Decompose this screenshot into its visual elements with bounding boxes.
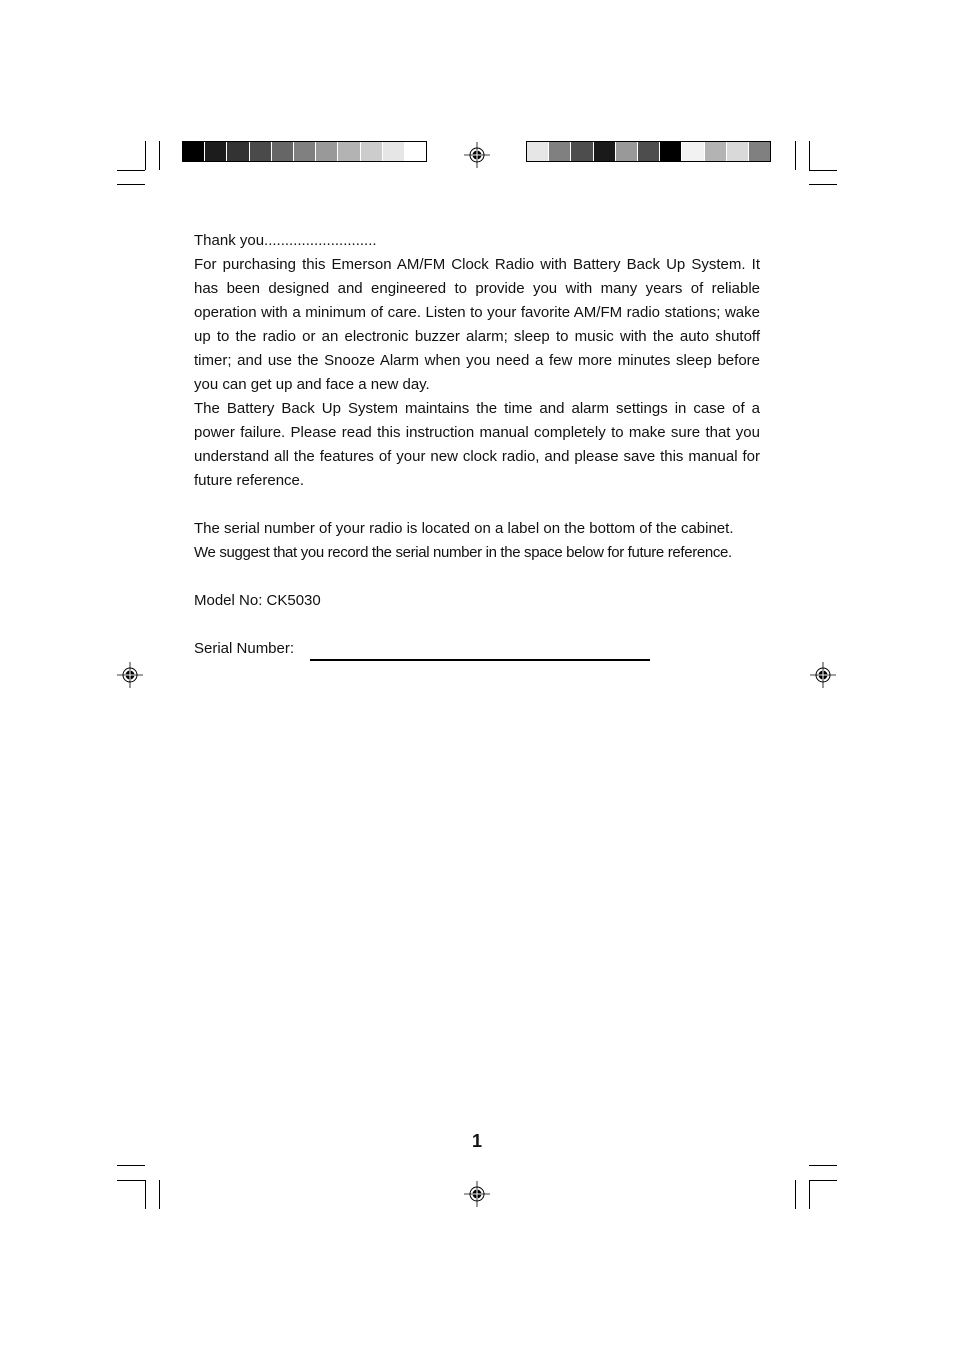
crop-mark-bottom-left-vertical-outer: [159, 1180, 160, 1209]
color-swatch: [638, 142, 660, 161]
color-swatch: [616, 142, 638, 161]
color-swatch: [227, 142, 249, 161]
color-swatch: [594, 142, 616, 161]
color-swatch: [338, 142, 360, 161]
color-swatch: [705, 142, 727, 161]
registration-mark-left-icon: [117, 662, 143, 688]
color-swatch: [682, 142, 704, 161]
color-swatch: [316, 142, 338, 161]
serial-location-text: The serial number of your radio is located on a label on the bottom of the cabinet.: [194, 520, 734, 537]
color-calibration-bar-left: [182, 141, 427, 162]
color-swatch: [549, 142, 571, 161]
color-swatch: [527, 142, 549, 161]
thank-you-heading: Thank you...........................: [194, 232, 377, 249]
crop-mark-top-left-vertical: [145, 141, 146, 170]
crop-mark-top-right-horizontal-lower: [809, 184, 837, 185]
color-calibration-bar-right: [526, 141, 771, 162]
crop-mark-bottom-left-horizontal: [117, 1180, 145, 1181]
color-swatch: [250, 142, 272, 161]
crop-mark-top-right-vertical: [809, 141, 810, 170]
registration-mark-top-icon: [464, 142, 490, 168]
crop-mark-bottom-right-vertical: [809, 1180, 810, 1209]
crop-mark-top-left-horizontal-lower: [117, 184, 145, 185]
page-number: 1: [471, 1131, 482, 1151]
spacer: [194, 565, 760, 589]
color-swatch: [272, 142, 294, 161]
crop-mark-bottom-left-horizontal-upper: [117, 1165, 145, 1166]
color-swatch: [405, 142, 426, 161]
crop-mark-top-left-vertical-outer: [159, 141, 160, 170]
crop-mark-bottom-right-horizontal: [809, 1180, 837, 1181]
color-swatch: [749, 142, 770, 161]
crop-mark-bottom-right-vertical-outer: [795, 1180, 796, 1209]
color-swatch: [660, 142, 682, 161]
intro-paragraph: For purchasing this Emerson AM/FM Clock Radio with Battery Back Up System. It has been designed and engineered to provide you with many years of reliable operation with a minimum of care. Listen to your favorite AM/FM radio stations; wake up to the radio or an electronic buzzer alarm; sleep to music with the auto shutoff timer; and use the Snooze Alarm when you need a few more minutes sleep before you can get up and face a new day.: [194, 256, 760, 393]
crop-mark-top-right-vertical-outer: [795, 141, 796, 170]
color-swatch: [571, 142, 593, 161]
serial-record-suggestion: We suggest that you record the serial number in the space below for future reference.: [194, 544, 732, 561]
color-swatch: [727, 142, 749, 161]
crop-mark-top-left-horizontal: [117, 170, 145, 171]
color-swatch: [361, 142, 383, 161]
spacer: [194, 613, 760, 637]
color-swatch: [205, 142, 227, 161]
battery-backup-paragraph: The Battery Back Up System maintains the time and alarm settings in case of a power failure. Please read this instruction manual completely to make sure that you understand all the features of your new clock radio, and please save this manual for future reference.: [194, 400, 760, 489]
registration-mark-right-icon: [810, 662, 836, 688]
crop-mark-bottom-right-horizontal-upper: [809, 1165, 837, 1166]
crop-mark-bottom-left-vertical: [145, 1180, 146, 1209]
registration-mark-bottom-icon: [464, 1181, 490, 1207]
spacer: [194, 493, 760, 517]
color-swatch: [383, 142, 405, 161]
crop-mark-top-right-horizontal: [809, 170, 837, 171]
serial-number-blank-line: [310, 659, 650, 661]
manual-body: [194, 229, 760, 661]
color-swatch: [294, 142, 316, 161]
model-number: Model No: CK5030: [194, 592, 321, 609]
serial-number-label: Serial Number:: [194, 640, 295, 657]
color-swatch: [183, 142, 205, 161]
serial-number-field: [194, 637, 760, 661]
